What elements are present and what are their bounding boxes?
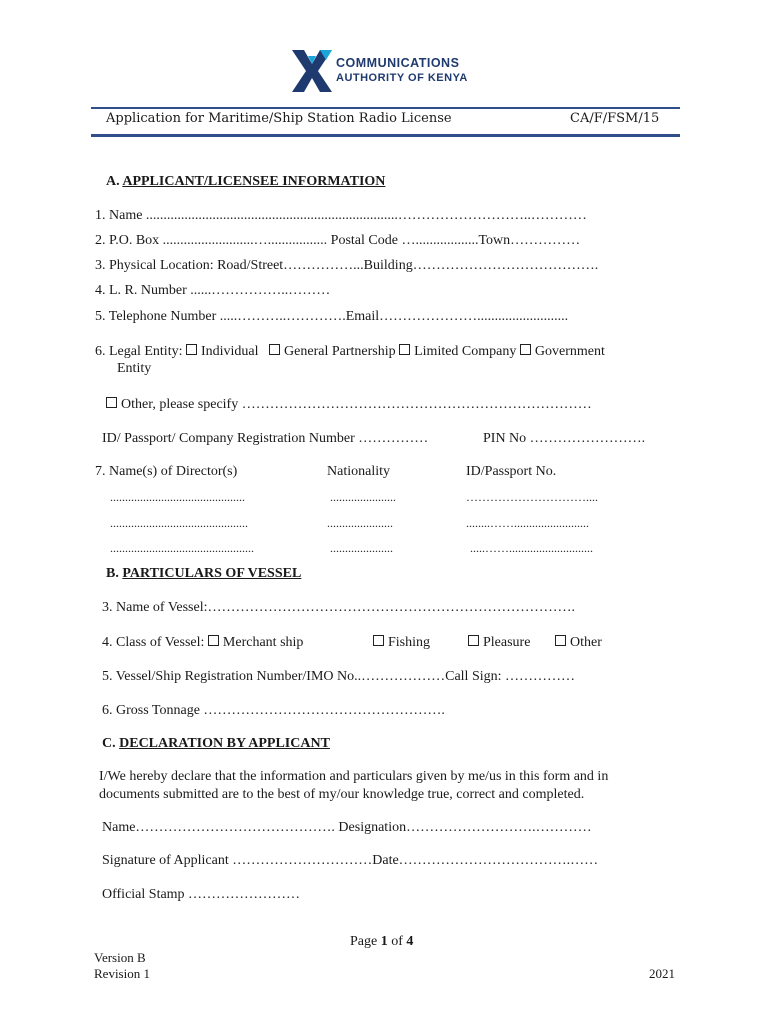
checkbox-other-vessel[interactable] — [555, 635, 566, 646]
page-current: 1 — [380, 934, 388, 949]
section-b-prefix: B. — [106, 566, 123, 581]
checkbox-pleasure[interactable] — [468, 635, 479, 646]
logo — [290, 46, 490, 98]
field-official-stamp[interactable]: Official Stamp …………………… — [102, 887, 301, 902]
director-nationality-field[interactable]: ...................... — [327, 516, 393, 530]
field-registration-callsign[interactable]: 5. Vessel/Ship Registration Number/IMO No..………………Call Sign: …………… — [102, 669, 576, 684]
logo-line-1: COMMUNICATIONS — [336, 56, 460, 70]
director-name-field[interactable]: ............................................. — [110, 490, 245, 504]
declaration-line-2: documents submitted are to the best of my/our knowledge true, correct and completed. — [99, 787, 585, 802]
field-signature-date[interactable]: Signature of Applicant …………………………Date……………………………….…… — [102, 853, 599, 868]
section-a-heading — [106, 174, 385, 190]
section-b-heading — [106, 566, 301, 582]
checkbox-general-partnership[interactable] — [269, 344, 280, 355]
declaration-line-1: I/We hereby declare that the information and particulars given by me/us in this form and in — [99, 769, 609, 784]
director-id-field[interactable]: ………………………….... — [466, 490, 598, 504]
label-merchant-ship: Merchant ship — [222, 635, 304, 650]
form-title: Application for Maritime/Ship Station Radio License — [106, 111, 452, 126]
director-id-field[interactable]: ........……......................... — [466, 516, 589, 530]
directors-label: 7. Name(s) of Director(s) — [95, 464, 238, 479]
director-id-field[interactable]: .....……............................ — [470, 541, 593, 555]
logo-line-2: AUTHORITY OF KENYA — [336, 72, 468, 84]
version-label: Version B — [94, 950, 146, 965]
header-bottom-rule — [91, 134, 680, 137]
field-telephone-email[interactable]: 5. Telephone Number .....………..………….Email………………….......................... — [95, 309, 569, 324]
section-c-heading — [102, 736, 330, 752]
checkbox-individual[interactable] — [186, 344, 197, 355]
page-of: of — [387, 934, 407, 949]
vessel-class-row — [102, 635, 662, 651]
field-lr-number[interactable]: 4. L. R. Number ......……………..……… — [95, 283, 331, 298]
checkbox-government[interactable] — [520, 344, 531, 355]
field-gross-tonnage[interactable]: 6. Gross Tonnage ……………………………………………. — [102, 703, 445, 718]
header-top-rule — [91, 107, 680, 109]
field-name[interactable]: 1. Name ........................................................................………………………..………… — [95, 208, 587, 223]
section-b-title: PARTICULARS OF VESSEL — [122, 566, 302, 581]
legal-entity-line2: Entity — [117, 361, 152, 376]
director-name-field[interactable]: .............................................. — [110, 516, 248, 530]
section-c-title: DECLARATION BY APPLICANT — [119, 736, 330, 751]
directors-col-id: ID/Passport No. — [466, 464, 557, 479]
section-a-title: APPLICANT/LICENSEE INFORMATION — [122, 174, 386, 189]
legal-entity-label: 6. Legal Entity: — [95, 344, 183, 359]
label-limited-company: Limited Company — [414, 344, 517, 359]
checkbox-fishing[interactable] — [373, 635, 384, 646]
director-nationality-field[interactable]: ..................... — [330, 541, 393, 555]
director-nationality-field[interactable]: ...................... — [330, 490, 396, 504]
page-number — [350, 934, 413, 950]
other-specify-row — [106, 397, 592, 413]
director-name-field[interactable]: ................................................ — [110, 541, 254, 555]
field-physical-location[interactable]: 3. Physical Location: Road/Street……………...Building…………………………………. — [95, 258, 599, 273]
form-code: CA/F/FSM/15 — [570, 111, 660, 126]
checkbox-limited-company[interactable] — [399, 344, 410, 355]
label-pleasure: Pleasure — [483, 635, 531, 650]
directors-col-nationality: Nationality — [327, 464, 390, 479]
checkbox-merchant-ship[interactable] — [208, 635, 219, 646]
label-individual: Individual — [200, 344, 259, 359]
label-other-vessel: Other — [570, 635, 602, 650]
page-prefix: Page — [350, 934, 381, 949]
field-vessel-name[interactable]: 3. Name of Vessel:……………………………………………………………………. — [102, 600, 575, 615]
field-pin-no[interactable]: PIN No ……………………. — [483, 431, 646, 446]
year-label: 2021 — [649, 966, 675, 981]
section-a-prefix: A. — [106, 174, 123, 189]
label-fishing: Fishing — [388, 635, 431, 650]
field-id-passport[interactable]: ID/ Passport/ Company Registration Number …………… — [102, 431, 429, 446]
vessel-class-label: 4. Class of Vessel: — [102, 635, 205, 650]
label-government: Government — [534, 344, 605, 359]
logo-icon — [290, 46, 334, 96]
legal-entity-row — [95, 344, 605, 360]
section-c-prefix: C. — [102, 736, 120, 751]
label-general-partnership: General Partnership — [284, 344, 396, 359]
field-other-specify[interactable]: Other, please specify ………………………………………………………………… — [121, 397, 592, 412]
field-po-box[interactable]: 2. P.O. Box ..........................…................. Postal Code …..................Town…………… — [95, 233, 581, 248]
checkbox-other-entity[interactable] — [106, 397, 117, 408]
revision-label: Revision 1 — [94, 966, 150, 981]
field-name-designation[interactable]: Name……………………………………. Designation……………………….………… — [102, 820, 592, 835]
page-total: 4 — [406, 934, 414, 949]
